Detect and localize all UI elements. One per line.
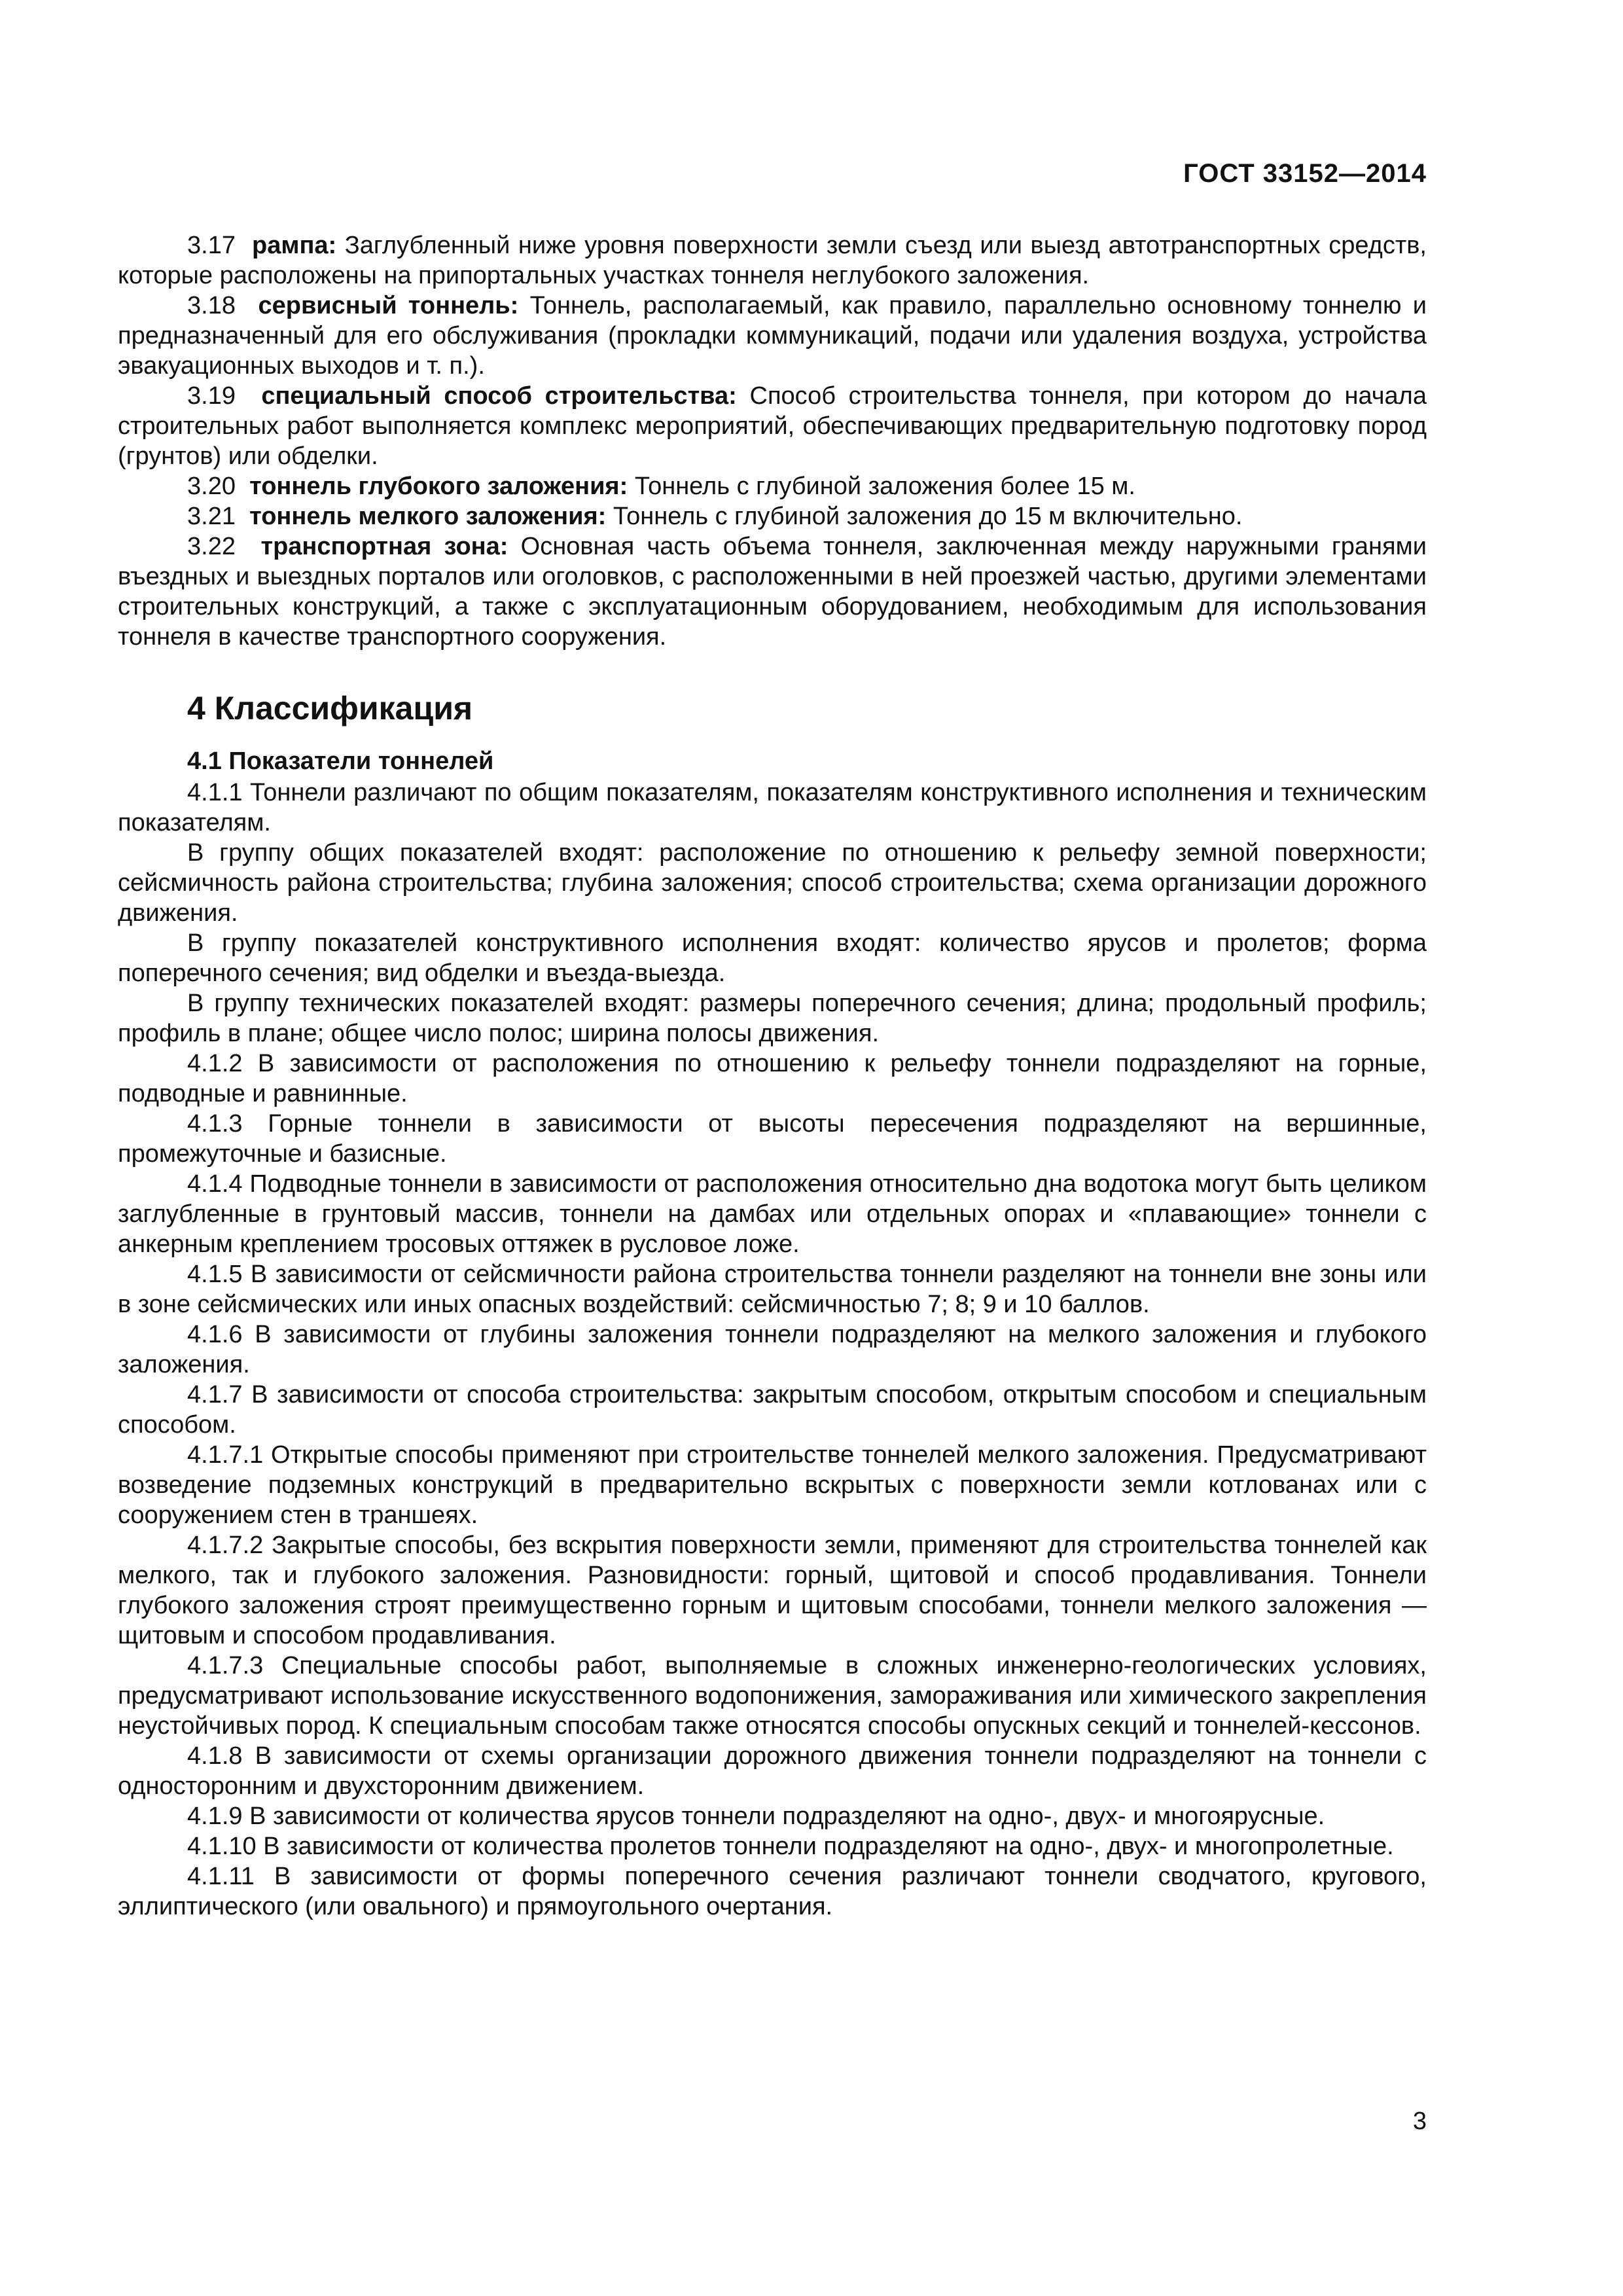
paragraph: 4.1.7.3 Специальные способы работ, выполняемые в сложных инженерно-геологических условиях, предусматривают использование искусственного водопонижения, замораживания или химического закрепления неустойчивых пород. К специальным способам также относятся способы опускных секций и тоннелей-кессонов. (118, 1652, 1427, 1740)
paragraph: В группу технических показателей входят: размеры поперечного сечения; длина; продольный профиль; профиль в плане; общее число полос; ширина полосы движения. (118, 990, 1427, 1047)
paragraph: 4.1.7.1 Открытые способы применяют при строительстве тоннелей мелкого заложения. Предусматривают возведение подземных конструкций в предварительно вскрытых с поверхности земли котлованах или с сооружением стен в траншеях. (118, 1441, 1427, 1529)
paragraph: 4.1.3 Горные тоннели в зависимости от высоты пересечения подразделяют на вершинные, промежуточные и базисные. (118, 1110, 1427, 1168)
paragraph: В группу показателей конструктивного исполнения входят: количество ярусов и пролетов; форма поперечного сечения; вид обделки и въезда-выезда. (118, 929, 1427, 987)
paragraph: 4.1.1 Тоннели различают по общим показателям, показателям конструктивного исполнения и техническим показателям. (118, 779, 1427, 836)
page-number: 3 (1412, 2108, 1427, 2135)
paragraph: В группу общих показателей входят: расположение по отношению к рельефу земной поверхности; сейсмичность района строительства; глубина заложения; способ строительства; схема организации дорожного движения. (118, 839, 1427, 927)
subsection-title: 4.1 Показатели тоннелей (187, 747, 494, 775)
paragraph: 4.1.6 В зависимости от глубины заложения тоннели подразделяют на мелкого заложения и глубокого заложения. (118, 1321, 1427, 1378)
term: рампа: (252, 232, 337, 259)
page-content (118, 230, 1427, 1922)
paragraph: 4.1.7 В зависимости от способа строительства: закрытым способом, открытым способом и специальным способом. (118, 1381, 1427, 1439)
term: тоннель мелкого заложения: (249, 503, 607, 530)
definition-3-22: 3.22 транспортная зона: Основная часть объема тоннеля, заключенная между наружными гранями въездных и выездных порталов или оголовков, с расположенными в ней проезжей частью, другими элементами строительных конструкций, а также с эксплуатационным оборудованием, необходимым для использования тоннеля в качестве транспортного сооружения. (118, 533, 1427, 651)
paragraph: 4.1.8 В зависимости от схемы организации дорожного движения тоннели подразделяют на тоннели с односторонним и двухсторонним движением. (118, 1742, 1427, 1800)
paragraph: 4.1.2 В зависимости от расположения по отношению к рельефу тоннели подразделяют на горные, подводные и равнинные. (118, 1050, 1427, 1107)
term: сервисный тоннель: (258, 292, 519, 319)
paragraph: 4.1.11 В зависимости от формы поперечного сечения различают тоннели сводчатого, кругового, эллиптического (или овального) и прямоугольного очертания. (118, 1863, 1427, 1920)
term: транспортная зона: (260, 533, 508, 560)
definition-3-18: 3.18 сервисный тоннель: Тоннель, располагаемый, как правило, параллельно основному тоннелю и предназначенный для его обслуживания (прокладки коммуникаций, подачи или удаления воздуха, устройства эвакуационных выходов и т. п.). (118, 292, 1427, 380)
section-title: 4 Классификация (187, 690, 473, 726)
term: специальный способ строительства: (261, 382, 737, 410)
document-header-id: ГОСТ 33152—2014 (1183, 159, 1427, 188)
definition-3-17: 3.17 рампа: Заглубленный ниже уровня поверхности земли съезд или выезд автотранспортных средств, которые расположены на припортальных участках тоннеля неглубокого заложения. (118, 232, 1427, 289)
paragraph: 4.1.10 В зависимости от количества пролетов тоннели подразделяют на одно-, двух- и многопролетные. (187, 1833, 1394, 1860)
definition-3-20: 3.20 тоннель глубокого заложения: Тоннель с глубиной заложения более 15 м. (187, 473, 1135, 500)
definition-3-21: 3.21 тоннель мелкого заложения: Тоннель с глубиной заложения до 15 м включительно. (187, 503, 1243, 530)
paragraph: 4.1.4 Подводные тоннели в зависимости от расположения относительно дна водотока могут быть целиком заглубленные в грунтовый массив, тоннели на дамбах или отдельных опорах и «плавающие» тоннели с анкерным креплением тросовых оттяжек в русловое ложе. (118, 1170, 1427, 1258)
definition-3-19: 3.19 специальный способ строительства: Способ строительства тоннеля, при котором до начала строительных работ выполняется комплекс мероприятий, обеспечивающих предварительную подготовку пород (грунтов) или обделки. (118, 382, 1427, 470)
paragraph: 4.1.9 В зависимости от количества ярусов тоннели подразделяют на одно-, двух- и многоярусные. (187, 1803, 1325, 1830)
paragraph: 4.1.7.2 Закрытые способы, без вскрытия поверхности земли, применяют для строительства тоннелей как мелкого, так и глубокого заложения. Разновидности: горный, щитовой и способ продавливания. Тоннели глубокого заложения строят преимущественно горным и щитовым способами, тоннели мелкого заложения — щитовым и способом продавливания. (118, 1532, 1427, 1649)
paragraph: 4.1.5 В зависимости от сейсмичности района строительства тоннели разделяют на тоннели вне зоны или в зоне сейсмических или иных опасных воздействий: сейсмичностью 7; 8; 9 и 10 баллов. (118, 1261, 1427, 1318)
term: тоннель глубокого заложения: (249, 473, 628, 500)
